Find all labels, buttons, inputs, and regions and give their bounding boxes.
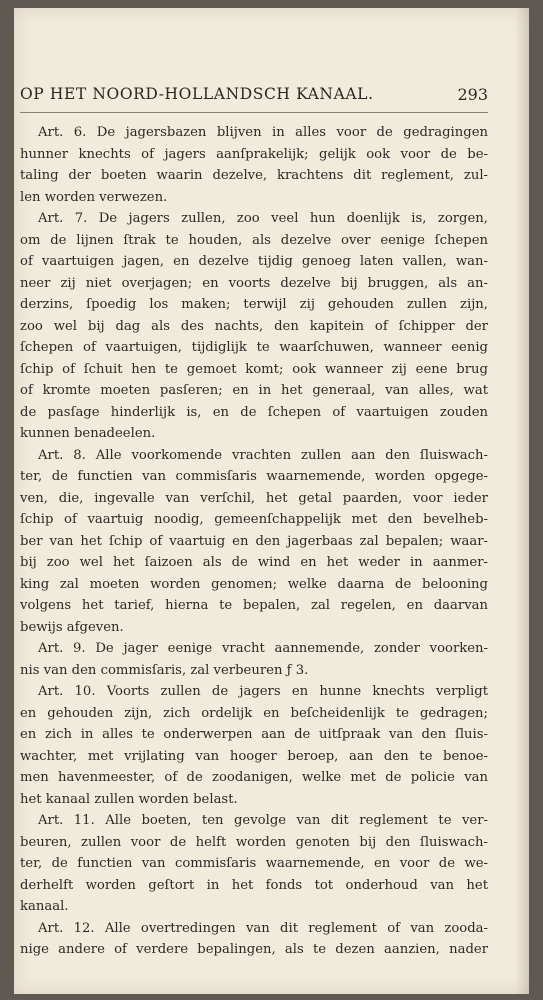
text-line: ſchip of vaartuig noodig, gemeenſchappelijk met den bevelheb- [20,512,488,527]
running-header [20,85,488,115]
text-line: Art. 11. Alle boeten, ten gevolge van dit reglement te ver- [38,813,488,828]
text-line: de pasſage hinderlijk is, en de ſchepen of vaartuigen zouden [20,404,488,420]
body-text [20,122,488,961]
text-line: en gehouden zijn, zich ordelijk en beſcheidenlijk te gedragen; [20,705,488,721]
text-line: kanaal. [20,899,69,914]
text-line: men havenmeester, of de zoodanigen, welke met de policie van [20,770,488,785]
text-line: bewijs afgeven. [20,619,124,635]
text-line: Art. 9. De jager eenige vracht aannemende, zonder voorken- [38,641,488,656]
text-line: taling der boeten waarin dezelve, krachtens dit reglement, zul- [20,168,488,183]
text-line: ter, de functien van commisſaris waarnemende, en voor de we- [20,856,488,871]
text-line: derzins, ſpoedig los maken; terwijl zij gehouden zullen zijn, [20,297,488,312]
text-line: en zich in alles te onderwerpen aan de uitſpraak van den ſluis- [20,727,488,742]
header-rule [20,112,488,113]
text-line: bij zoo wel het ſaizoen als de wind en het weder in aanmer- [20,555,488,570]
text-line: of vaartuigen jagen, en dezelve tijdig genoeg laten vallen, wan- [20,254,488,269]
text-line: Art. 12. Alle overtredingen van dit reglement of van zooda- [38,920,488,936]
text-line: nis van den commisſaris, zal verbeuren ƒ 3. [20,662,309,678]
text-line: neer zij niet overjagen; en voorts dezelve bij bruggen, als an- [20,275,488,291]
text-line: len worden verwezen. [20,189,168,205]
text-line: ter, de functien van commisſaris waarnemende, worden opgege- [20,469,488,484]
text-line: Art. 10. Voorts zullen de jagers en hunne knechts verpligt [38,684,488,699]
text-line: Art. 8. Alle voorkomende vrachten zullen aan den ſluiswach- [38,447,488,463]
text-line: of kromte moeten pasſeren; en in het generaal, van alles, wat [20,383,488,398]
text-line: ſchepen of vaartuigen, tijdiglijk te waarſchuwen, wanneer eenig [20,340,488,355]
text-line: het kanaal zullen worden belast. [20,791,238,807]
text-line: ſchip of ſchuit hen te gemoet komt; ook wanneer zij eene brug [20,361,488,377]
text-line: nige andere of verdere bepalingen, als te dezen aanzien, nader [20,942,488,957]
text-line: om de lijnen ſtrak te houden, als dezelve over eenige ſchepen [20,232,488,248]
running-title: OP HET NOORD-HOLLANDSCH KANAAL. [20,85,374,103]
page-number: 293 [457,85,488,104]
text-line: derhelft worden geſtort in het fonds tot onderhoud van het [20,877,488,893]
text-line: Art. 7. De jagers zullen, zoo veel hun doenlijk is, zorgen, [38,211,488,226]
text-line: wachter, met vrijlating van hooger beroep, aan den te benoe- [20,748,488,764]
text-line: beuren, zullen voor de helft worden genoten bij den ſluiswach- [20,834,488,850]
text-line: ber van het ſchip of vaartuig en den jagerbaas zal bepalen; waar- [20,533,488,549]
text-line: volgens het tarief, hierna te bepalen, zal regelen, en daarvan [20,598,488,613]
text-line: kunnen benadeelen. [20,426,156,441]
text-line: hunner knechts of jagers aanſprakelijk; gelijk ook voor de be- [20,146,488,162]
text-line: king zal moeten worden genomen; welke daarna de belooning [20,576,488,592]
text-line: ven, die, ingevalle van verſchil, het getal paarden, voor ieder [20,490,488,506]
page-edge-shadow [515,8,529,994]
text-line: zoo wel bij dag als des nachts, den kapitein of ſchipper der [20,318,488,334]
text-line: Art. 6. De jagersbazen blijven in alles voor de gedragingen [38,125,488,140]
